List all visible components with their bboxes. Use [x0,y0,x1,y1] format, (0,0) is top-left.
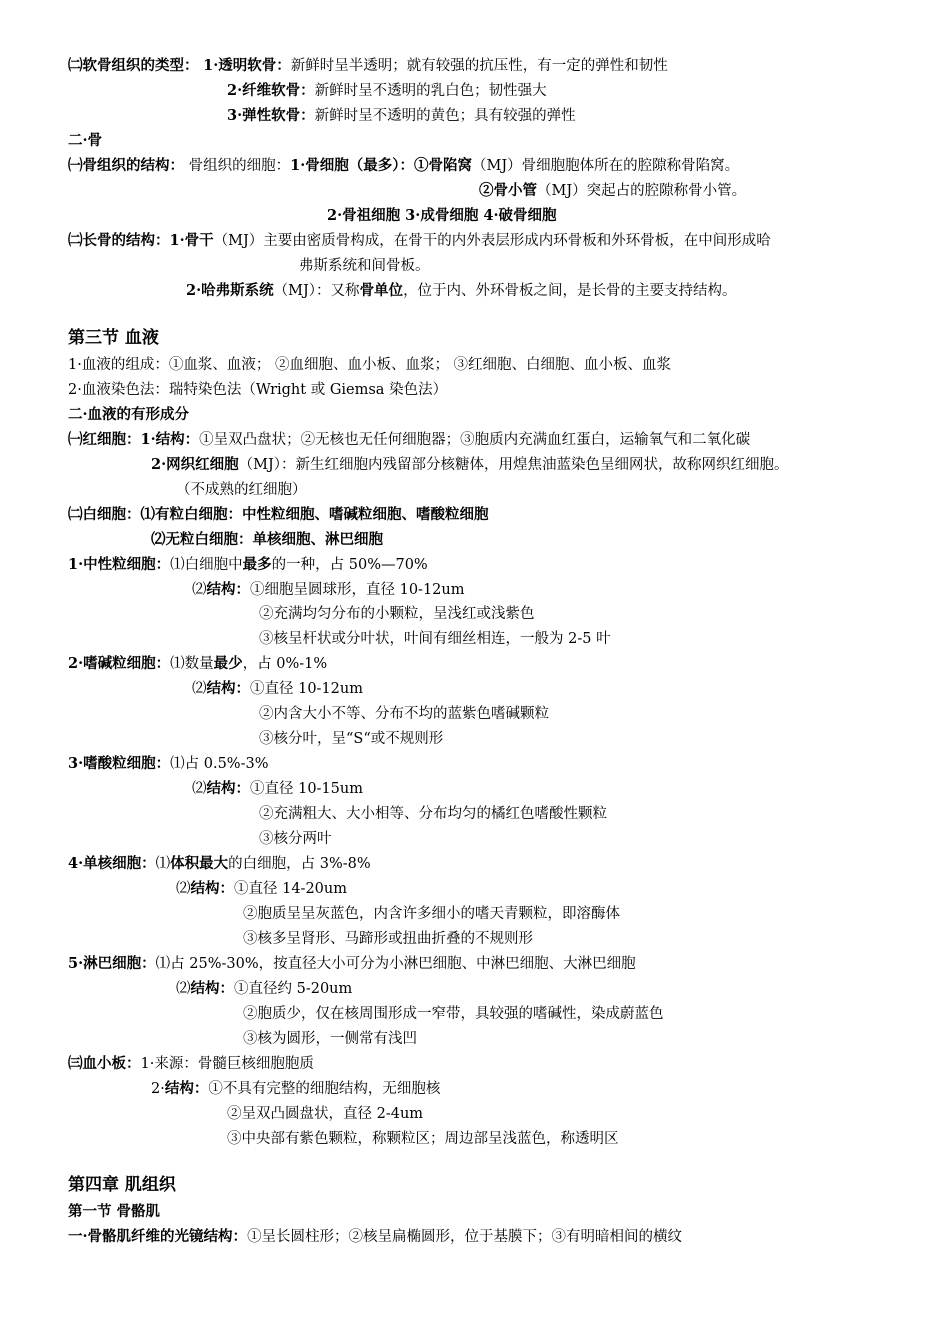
text-segment: 骨组织的细胞： [184,158,291,174]
text-segment: ①直径 14-20um [234,881,347,897]
text-segment: ③核呈杆状或分叶状，叶间有细丝相连，一般为 2-5 叶 [259,631,611,647]
text-segment: 2· [151,1081,165,1097]
text-segment: 结构： [206,581,250,598]
text-segment: ①不具有完整的细胞结构，无细胞核 [208,1081,441,1097]
text-segment: ⑵ [192,681,207,697]
text-line [299,256,430,276]
text-line [68,156,739,176]
text-line [68,56,668,76]
text-segment: ③核多呈肾形、马蹄形或扭曲折叠的不规则形 [243,931,533,947]
text-line [68,654,327,674]
text-segment: 一·骨骼肌纤维的光镜结构： [68,1228,248,1245]
text-segment: 3·弹性软骨： [227,107,315,124]
text-segment: 2·血液染色法：瑞特染色法（Wright 或 Giemsa 染色法） [68,382,448,398]
text-line [68,380,447,400]
text-segment: 2·哈弗斯系统 [186,282,274,299]
text-line [479,181,746,201]
text-line [68,430,750,450]
text-segment: ㈡软骨组织的类型： [68,57,199,74]
text-segment: ②内含大小不等、分布不均的蓝紫色嗜碱颗粒 [259,706,549,722]
text-line [68,1202,160,1222]
text-segment: 结构： [190,980,234,997]
text-segment: ⑵ [192,582,207,598]
text-segment: （MJ）：新生红细胞内残留部分核糖体，用煌焦油蓝染色呈细网状，故称网织红细胞。 [238,457,789,473]
text-segment: （MJ）骨细胞胞体所在的腔隙称骨陷窝。 [472,158,740,174]
text-segment: （MJ）主要由密质骨构成，在骨干的内外表层形成内环骨板和外环骨板，在中间形成哈 [213,233,771,249]
text-line [68,754,269,774]
text-segment: 第一节 骨骼肌 [68,1203,161,1220]
text-line [68,131,102,151]
text-segment: 弗斯系统和间骨板。 [299,258,430,274]
text-segment: ⑵ [192,781,207,797]
section-heading [68,1175,176,1195]
text-line [176,979,352,999]
text-segment: （MJ）突起占的腔隙称骨小管。 [537,183,747,199]
text-segment: ，位于内、外环骨板之间，是长骨的主要支持结构。 [403,283,737,299]
text-segment: ⑴ [155,856,171,872]
text-line [259,629,611,649]
text-segment: ①呈双凸盘状；②无核也无任何细胞器；③胞质内充满血红蛋白，运输氧气和二氧化碳 [199,432,751,448]
text-line [192,580,465,600]
text-segment: ③核分两叶 [259,831,332,847]
text-segment: 3·嗜酸粒细胞： [68,755,171,772]
text-segment: 结构： [206,780,250,797]
text-segment: ①呈长圆柱形；②核呈扁椭圆形，位于基膜下；③有明暗相间的横纹 [247,1229,683,1245]
text-segment: ⑵无粒白细胞：单核细胞、淋巴细胞 [151,531,383,548]
text-line [176,879,347,899]
text-segment: 二·骨 [68,132,103,149]
text-segment: 新鲜时呈不透明的黄色；具有较强的弹性 [314,108,576,124]
text-line [68,1054,314,1074]
text-segment: 骨单位 [359,282,404,299]
text-segment: 1·血液的组成：①血浆、血液； ②血细胞、血小板、血浆； ③红细胞、白细胞、血小板、血浆 [68,357,672,373]
text-line [68,854,371,874]
text-segment: ②充满粗大、大小相等、分布均匀的橘红色嗜酸性颗粒 [259,806,607,822]
text-line [151,455,789,475]
text-line [243,904,620,924]
text-segment: ，占 0%-1% [242,656,328,672]
text-segment: 最少 [213,655,243,672]
text-segment: 的白细胞，占 3%-8% [228,856,371,872]
text-line [68,231,771,251]
text-segment: 5·淋巴细胞： [68,955,156,972]
text-segment: ⑴占 0.5%-3% [170,756,269,772]
text-segment: ㈡长骨的结构：1·骨干 [68,232,214,249]
text-segment: 2·纤维软骨： [227,82,315,99]
text-segment: ⑴白细胞中 [170,557,243,573]
text-line [68,954,636,974]
text-segment: （MJ）：又称 [273,283,360,299]
text-segment: 1·骨细胞（最多）：①骨陷窝 [290,157,472,174]
text-line [68,405,189,425]
text-segment: 结构： [206,680,250,697]
text-line [227,81,547,101]
text-segment: ②胞质呈呈灰蓝色，内含许多细小的嗜天青颗粒，即溶酶体 [243,906,620,922]
text-line [227,106,576,126]
text-segment: ②骨小管 [479,182,537,199]
text-line [151,1079,440,1099]
text-segment: 第三节 血液 [68,328,159,348]
text-line [243,929,533,949]
text-line [68,555,428,575]
text-segment: ⑵ [176,981,191,997]
text-segment: 1·来源：骨髓巨核细胞胞质 [140,1056,314,1072]
text-segment: ⑴数量 [170,656,214,672]
text-line [259,704,549,724]
text-line [192,679,363,699]
text-segment: ①直径约 5-20um [234,981,353,997]
text-segment: 的一种，占 50%—70% [271,557,428,573]
text-line [227,1129,619,1149]
text-segment: （不成熟的红细胞） [176,482,307,498]
text-segment: ⑴占 25%-30%，按直径大小可分为小淋巴细胞、中淋巴细胞、大淋巴细胞 [155,956,636,972]
text-segment: ㈢血小板： [68,1055,141,1072]
text-segment: ㈠红细胞：1·结构： [68,431,200,448]
text-line [227,1104,423,1124]
text-segment: ㈠骨组织的结构： [68,157,184,174]
text-segment: ②呈双凸圆盘状，直径 2-4um [227,1106,424,1122]
text-line [327,206,557,226]
text-segment: ②胞质少，仅在核周围形成一窄带，具较强的嗜碱性，染成蔚蓝色 [243,1006,664,1022]
text-segment: ①直径 10-12um [250,681,363,697]
text-segment: 新鲜时呈半透明；就有较强的抗压性，有一定的弹性和韧性 [290,58,668,74]
text-segment: 4·单核细胞： [68,855,156,872]
text-segment: 结构： [190,880,234,897]
text-segment: 体积最大 [170,855,229,872]
text-line [151,530,383,550]
text-line [68,505,489,525]
text-segment: 二·血液的有形成分 [68,406,190,423]
text-line [192,779,363,799]
text-line [243,1004,664,1024]
text-segment: 2·骨祖细胞 3·成骨细胞 4·破骨细胞 [327,207,557,224]
text-line [176,480,307,500]
text-segment: ③核为圆形，一侧常有浅凹 [243,1031,417,1047]
text-segment: ②充满均匀分布的小颗粒，呈浅红或浅紫色 [259,606,535,622]
text-line [68,355,671,375]
text-line [259,829,332,849]
text-segment: ①细胞呈圆球形，直径 10-12um [250,582,465,598]
text-segment: 结构： [164,1080,209,1097]
text-segment: ③核分叶，呈“S“或不规则形 [259,731,444,747]
text-segment: ③中央部有紫色颗粒，称颗粒区；周边部呈浅蓝色，称透明区 [227,1131,619,1147]
text-line [68,1227,682,1247]
text-segment: 2·嗜碱粒细胞： [68,655,171,672]
text-segment: 新鲜时呈不透明的乳白色；韧性强大 [314,83,547,99]
text-line [259,729,443,749]
text-segment: 1·中性粒细胞： [68,556,171,573]
text-segment: 第四章 肌组织 [68,1175,176,1195]
text-segment: ①直径 10-15um [250,781,363,797]
text-line [259,804,607,824]
section-heading [68,328,159,348]
text-line [243,1029,417,1049]
text-segment: ㈡白细胞：⑴有粒白细胞：中性粒细胞、嗜碱粒细胞、嗜酸粒细胞 [68,506,489,523]
text-segment: 2·网织红细胞 [151,456,239,473]
text-segment: 1·透明软骨： [203,57,291,74]
text-segment: 最多 [242,556,272,573]
text-line [186,281,737,301]
text-line [259,604,535,624]
text-segment: ⑵ [176,881,191,897]
